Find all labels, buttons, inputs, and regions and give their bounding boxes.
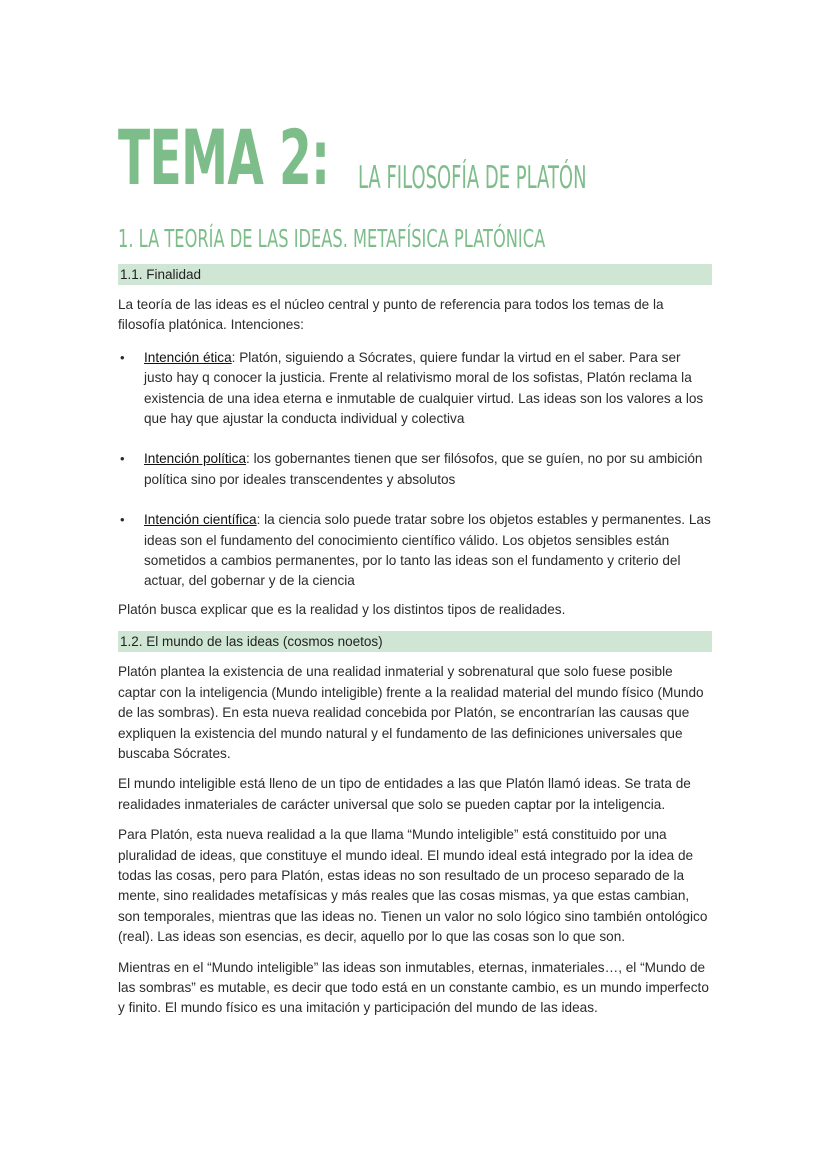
item-term: Intención política [144, 451, 247, 467]
list-item [118, 510, 712, 592]
page-title: TEMA 2: [118, 113, 330, 202]
item-text: : los gobernantes tienen que ser filósofos, que se guíen, no por su ambición política sino por ideales transcendentes y absolutos [144, 451, 703, 487]
page-subtitle: LA FILOSOFÍA DE PLATÓN [358, 160, 587, 196]
bullet-icon: • [120, 349, 125, 365]
item-text: : la ciencia solo puede tratar sobre los objetos estables y permanentes. Las ideas son el fundamento del conocimiento científico válido. Los objetos sensibles están sometidos a cambios permanentes, por lo tanto las ideas son el fundamento y criterio del actuar, del gobernar y de la ciencia [144, 512, 711, 589]
section-heading [118, 221, 712, 251]
subsection-header-finalidad: 1.1. Finalidad [118, 264, 712, 285]
section-heading-text: 1. LA TEORÍA DE LAS IDEAS. METAFÍSICA PLATÓNICA [118, 224, 546, 253]
intro-paragraph: La teoría de las ideas es el núcleo central y punto de referencia para todos los temas de la filosofía platónica. Intenciones: [118, 297, 664, 333]
item-text: : Platón, siguiendo a Sócrates, quiere fundar la virtud en el saber. Para ser justo hay q conocer la justicia. Frente al relativismo moral de los sofistas, Platón reclama la existencia de una idea eterna e inmutable de cualquier virtud. Las ideas son los valores a los que hay que ajustar la conducta individual y colectiva [144, 349, 704, 427]
document-content [118, 100, 712, 1019]
body-paragraph: El mundo inteligible está lleno de un tipo de entidades a las que Platón llamó ideas. Se trata de realidades inmateriales de carácter universal que solo se pueden captar por la inteligencia. [118, 776, 691, 812]
body-paragraph: Mientras en el “Mundo inteligible” las ideas son inmutables, eternas, inmateriales…, el “Mundo de las sombras” es mutable, es decir que todo está en un constante cambio, es un mundo imperfecto y finito. El mundo físico es una imitación y participación del mundo de las ideas. [118, 959, 709, 1016]
list-item [118, 449, 712, 490]
subsection-header-mundo-ideas: 1.2. El mundo de las ideas (cosmos noetos) [118, 631, 712, 652]
intentions-list [118, 348, 712, 592]
list-item [118, 348, 712, 430]
title-block [118, 100, 712, 202]
item-term: Intención ética [144, 349, 232, 365]
body-paragraph: Para Platón, esta nueva realidad a la que llama “Mundo inteligible” está constituido por una pluralidad de ideas, que constituye el mundo ideal. El mundo ideal está integrado por la idea de todas las cosas, pero para Platón, estas ideas no son resultado de un proceso separado de la mente, sino realidades metafísicas y más reales que las cosas mismas, ya que estas cambian, son temporales, mientras que las ideas no. Tienen un valor no solo lógico sino también ontológico (real). Las ideas son esencias, es decir, aquello por lo que las cosas son lo que son. [118, 827, 708, 945]
closing-paragraph: Platón busca explicar que es la realidad y los distintos tipos de realidades. [118, 601, 566, 617]
body-paragraph: Platón plantea la existencia de una realidad inmaterial y sobrenatural que solo fuese posible captar con la inteligencia (Mundo inteligible) frente a la realidad material del mundo físico (Mundo de las sombras). En esta nueva realidad concebida por Platón, se encontrarían las causas que expliquen la existencia del mundo natural y el fundamento de las definiciones universales que buscaba Sócrates. [118, 664, 704, 761]
bullet-icon: • [120, 512, 125, 528]
item-term: Intención científica [144, 512, 257, 528]
bullet-icon: • [120, 451, 125, 467]
